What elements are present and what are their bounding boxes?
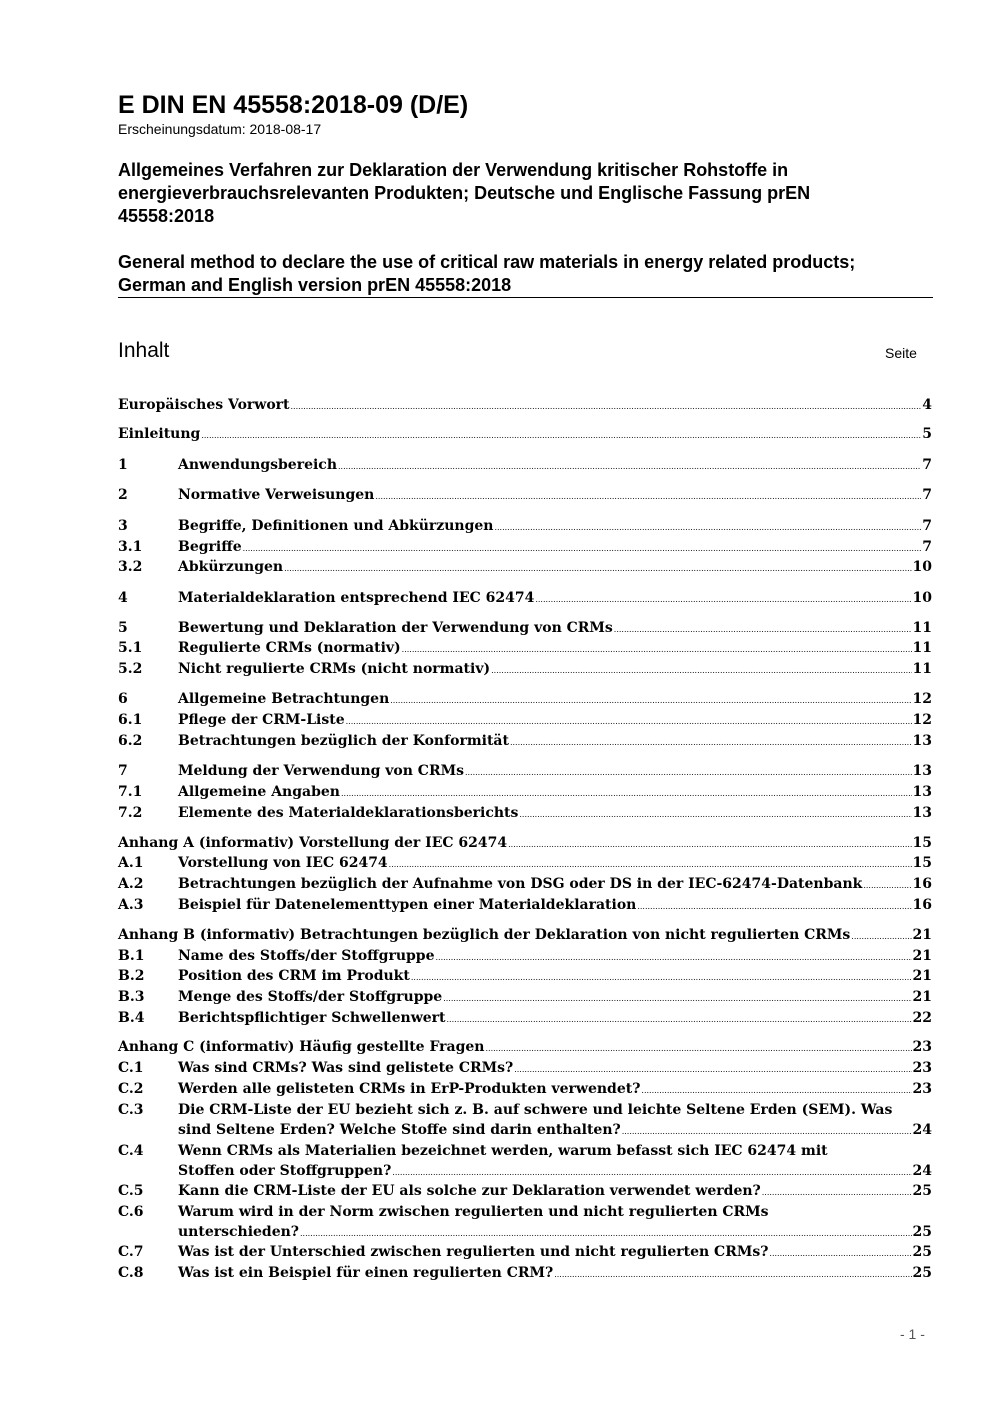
toc-entry-title: Betrachtungen bezüglich der Aufnahme von DSG oder DS in der IEC-62474-Datenbank (178, 876, 863, 892)
toc-heading: Inhalt (118, 339, 170, 362)
toc-entry-number: 3 (118, 518, 128, 534)
toc-entry-page: 25 (912, 1224, 932, 1240)
toc-entry-number: C.7 (118, 1244, 144, 1260)
toc-entry-number: C.5 (118, 1183, 144, 1199)
toc-entry-page: 11 (912, 640, 932, 656)
toc-leader-dots (465, 761, 912, 783)
toc-leader-dots (762, 1181, 912, 1203)
toc-leader-dots (389, 853, 912, 875)
toc-leader-dots (284, 557, 911, 579)
toc-entry-page: 25 (912, 1265, 932, 1281)
toc-entry[interactable] (118, 895, 932, 916)
toc-entry-page: 21 (912, 927, 932, 943)
toc-entry[interactable] (118, 925, 932, 946)
title-german: Allgemeines Verfahren zur Deklaration der Verwendung kritischer Rohstoffe in energieverbrauchsrelevanten Produkten; Deutsche und Englische Fassung prEN 45558:2018 (118, 160, 811, 226)
toc-leader-dots (346, 710, 912, 732)
toc-entry-number: A.1 (118, 855, 144, 871)
toc-entry[interactable] (118, 516, 932, 537)
toc-entry-page: 23 (912, 1039, 932, 1055)
toc-entry-page: 11 (912, 661, 932, 677)
toc-leader-dots (637, 895, 911, 917)
toc-entry-number: C.6 (118, 1204, 144, 1220)
toc-entry[interactable] (118, 395, 932, 416)
toc-entry-page: 7 (922, 539, 932, 555)
toc-entry[interactable] (118, 1008, 932, 1029)
toc-entry[interactable] (118, 966, 932, 987)
toc-entry-number: C.3 (118, 1102, 144, 1118)
toc-entry-page: 13 (912, 733, 932, 749)
toc-entry-title: Meldung der Verwendung von CRMs (178, 763, 464, 779)
toc-entry[interactable] (118, 987, 932, 1008)
toc-entry-title: Pflege der CRM-Liste (178, 712, 345, 728)
toc-entry[interactable] (118, 537, 932, 558)
toc-entry[interactable] (118, 659, 932, 680)
toc-entry[interactable] (118, 782, 932, 803)
toc-entry-number: C.8 (118, 1265, 144, 1281)
toc-leader-dots (863, 874, 911, 896)
toc-entry-title: Was sind CRMs? Was sind gelistete CRMs? (178, 1060, 514, 1076)
toc-entry-page: 21 (912, 948, 932, 964)
toc-entry[interactable] (118, 455, 932, 476)
toc-leader-dots (554, 1263, 911, 1285)
toc-entry-title: Einleitung (118, 426, 201, 442)
toc-entry-page: 23 (912, 1060, 932, 1076)
toc-entry-title: Kann die CRM-Liste der EU als solche zur Deklaration verwendet werden? (178, 1183, 761, 1199)
toc-entry-page: 12 (912, 691, 932, 707)
toc-entry[interactable] (118, 689, 932, 710)
toc-entry-title-continued: unterschieden? (178, 1224, 299, 1240)
toc-leader-dots (535, 588, 911, 610)
toc-leader-dots (485, 1037, 911, 1059)
toc-entry-page: 13 (912, 763, 932, 779)
toc-entry[interactable] (118, 618, 932, 639)
toc-entry-title: Begriffe, Definitionen und Abkürzungen (178, 518, 494, 534)
toc-entry[interactable] (118, 833, 932, 854)
toc-leader-dots (243, 537, 922, 559)
toc-entry[interactable] (118, 588, 932, 609)
toc-entry-number: 7 (118, 763, 128, 779)
toc-entry-number: 5 (118, 620, 128, 636)
toc-entry[interactable] (118, 557, 932, 578)
toc-entry-number: 4 (118, 590, 128, 606)
publication-date: Erscheinungsdatum: 2018-08-17 (118, 121, 322, 137)
toc-entry-title-continued: Stoffen oder Stoffgruppen? (178, 1163, 392, 1179)
toc-leader-dots (375, 485, 921, 507)
toc-leader-dots (508, 833, 911, 855)
toc-entry[interactable] (118, 1100, 932, 1140)
toc-entry[interactable] (118, 1181, 932, 1202)
toc-entry-page: 4 (922, 397, 932, 413)
toc-leader-dots (510, 731, 912, 753)
toc-entry-number: 7.2 (118, 805, 143, 821)
toc-entry-title: Anhang C (informativ) Häufig gestellte Fragen (118, 1039, 485, 1055)
toc-entry-page: 22 (912, 1010, 932, 1026)
toc-leader-dots (641, 1079, 911, 1101)
toc-entry[interactable] (118, 946, 932, 967)
toc-entry-page: 23 (912, 1081, 932, 1097)
toc-entry-title: Materialdeklaration entsprechend IEC 62474 (178, 590, 535, 606)
toc-entry-page: 11 (912, 620, 932, 636)
toc-leader-dots (436, 946, 912, 968)
toc-leader-dots (338, 455, 921, 477)
toc-entry-number: 6 (118, 691, 128, 707)
toc-leader-dots (390, 689, 911, 711)
toc-entry[interactable] (118, 853, 932, 874)
toc-entry-number: 2 (118, 487, 128, 503)
toc-entry-number: A.3 (118, 897, 144, 913)
toc-entry-page: 15 (912, 855, 932, 871)
toc-entry-title: Regulierte CRMs (normativ) (178, 640, 401, 656)
toc-leader-dots (291, 395, 922, 417)
toc-leader-dots (514, 1058, 911, 1080)
toc-entry-title: Was ist ein Beispiel für einen regulierten CRM? (178, 1265, 554, 1281)
toc-entry-page: 25 (912, 1183, 932, 1199)
toc-entry[interactable] (118, 424, 932, 445)
toc-entry-title: Vorstellung von IEC 62474 (178, 855, 388, 871)
toc-entry[interactable] (118, 874, 932, 895)
toc-leader-dots (447, 1008, 912, 1030)
toc-entry-title: Betrachtungen bezüglich der Konformität (178, 733, 509, 749)
toc-entry[interactable] (118, 803, 932, 824)
toc-entry-title: Berichtspflichtiger Schwellenwert (178, 1010, 446, 1026)
toc-entry-title: Nicht regulierte CRMs (nicht normativ) (178, 661, 491, 677)
toc-entry-number: B.2 (118, 968, 145, 984)
toc-entry[interactable] (118, 1058, 932, 1079)
toc-entry-page: 21 (912, 968, 932, 984)
toc-entry-page: 10 (912, 559, 932, 575)
toc-entry-title: Abkürzungen (178, 559, 284, 575)
toc-entry[interactable] (118, 485, 932, 506)
toc-entry-title-continued: sind Seltene Erden? Welche Stoffe sind darin enthalten? (178, 1122, 621, 1138)
toc-entry-title: Warum wird in der Norm zwischen regulierten und nicht regulierten CRMs (178, 1204, 769, 1220)
toc-entry[interactable] (118, 1141, 932, 1181)
toc-entry-number: C.1 (118, 1060, 144, 1076)
toc-entry[interactable] (118, 1202, 932, 1242)
toc-leader-dots (402, 638, 912, 660)
toc-leader-dots (614, 618, 912, 640)
toc-entry-number: 7.1 (118, 784, 143, 800)
toc-entry-page: 16 (912, 897, 932, 913)
toc-entry-number: 5.1 (118, 640, 143, 656)
toc-leader-dots (851, 925, 911, 947)
toc-leader-dots (300, 1222, 912, 1242)
toc-entry-number: B.1 (118, 948, 145, 964)
toc-entry-number: B.3 (118, 989, 145, 1005)
page-number: - 1 - (900, 1326, 925, 1342)
toc-entry[interactable] (118, 1263, 932, 1284)
toc-entry-title: Position des CRM im Produkt (178, 968, 410, 984)
toc-entry-number: C.4 (118, 1143, 144, 1159)
toc-entry-title: Was ist der Unterschied zwischen regulierten und nicht regulierten CRMs? (178, 1244, 769, 1260)
toc-leader-dots (201, 424, 921, 446)
toc-entry-title: Elemente des Materialdeklarationsberichts (178, 805, 519, 821)
toc-entry-title: Europäisches Vorwort (118, 397, 290, 413)
toc-entry-title: Wenn CRMs als Materialien bezeichnet werden, warum befasst sich IEC 62474 mit (178, 1143, 828, 1159)
toc-entry-page: 7 (922, 457, 932, 473)
toc-leader-dots (443, 987, 911, 1009)
toc-leader-dots (392, 1161, 911, 1181)
toc-entry-page: 24 (912, 1163, 932, 1179)
toc-entry[interactable] (118, 710, 932, 731)
document-id: E DIN EN 45558:2018-09 (D/E) (118, 91, 469, 119)
toc-entry-number: 6.2 (118, 733, 143, 749)
toc-entry[interactable] (118, 1037, 932, 1058)
toc-entry-page: 7 (922, 518, 932, 534)
toc-entry-title: Werden alle gelisteten CRMs in ErP-Produkten verwendet? (178, 1081, 641, 1097)
toc-entry-title: Anhang B (informativ) Betrachtungen bezüglich der Deklaration von nicht regulierten CRMs (118, 927, 851, 943)
toc-entry-title: Anwendungsbereich (178, 457, 337, 473)
toc-leader-dots (519, 803, 911, 825)
toc-entry-title: Allgemeine Angaben (178, 784, 340, 800)
toc-entry-title: Menge des Stoffs/der Stoffgruppe (178, 989, 443, 1005)
toc-entry-page: 5 (922, 426, 932, 442)
toc-leader-dots (622, 1120, 912, 1140)
toc-entry-title: Begriffe (178, 539, 242, 555)
toc-page-label: Seite (885, 345, 917, 361)
title-english: General method to declare the use of critical raw materials in energy related products; German and English version prEN 45558:2018 (118, 252, 856, 295)
title-divider (118, 297, 933, 298)
toc-entry-page: 25 (912, 1244, 932, 1260)
toc-entry-page: 24 (912, 1122, 932, 1138)
toc-entry-number: 6.1 (118, 712, 143, 728)
toc-leader-dots (411, 966, 912, 988)
toc-entry[interactable] (118, 761, 932, 782)
toc-entry-page: 7 (922, 487, 932, 503)
toc-entry-title: Allgemeine Betrachtungen (178, 691, 390, 707)
toc-entry[interactable] (118, 1079, 932, 1100)
toc-entry-number: 3.1 (118, 539, 143, 555)
toc-entry-page: 15 (912, 835, 932, 851)
toc-entry-page: 13 (912, 784, 932, 800)
toc-entry-number: 5.2 (118, 661, 143, 677)
toc-entry-title: Anhang A (informativ) Vorstellung der IEC 62474 (118, 835, 508, 851)
toc-leader-dots (491, 659, 911, 681)
toc-leader-dots (341, 782, 912, 804)
toc-entry-number: A.2 (118, 876, 144, 892)
toc-leader-dots (494, 516, 921, 538)
toc-entry-page: 16 (912, 876, 932, 892)
toc-entry-title: Die CRM-Liste der EU bezieht sich z. B. auf schwere und leichte Seltene Erden (SEM). Was (178, 1102, 893, 1118)
toc-entry-page: 21 (912, 989, 932, 1005)
toc-leader-dots (769, 1242, 911, 1264)
toc-entry-title: Beispiel für Datenelementtypen einer Materialdeklaration (178, 897, 637, 913)
toc-entry-page: 10 (912, 590, 932, 606)
toc-entry-page: 12 (912, 712, 932, 728)
toc-entry[interactable] (118, 1242, 932, 1263)
toc-entry-number: 1 (118, 457, 128, 473)
toc-entry[interactable] (118, 731, 932, 752)
toc-entry[interactable] (118, 638, 932, 659)
toc-entry-title: Normative Verweisungen (178, 487, 375, 503)
toc-entry-title: Bewertung und Deklaration der Verwendung von CRMs (178, 620, 613, 636)
toc-entry-number: C.2 (118, 1081, 144, 1097)
toc-entry-number: 3.2 (118, 559, 143, 575)
toc-entry-title: Name des Stoffs/der Stoffgruppe (178, 948, 435, 964)
toc-entry-page: 13 (912, 805, 932, 821)
toc-entry-number: B.4 (118, 1010, 145, 1026)
